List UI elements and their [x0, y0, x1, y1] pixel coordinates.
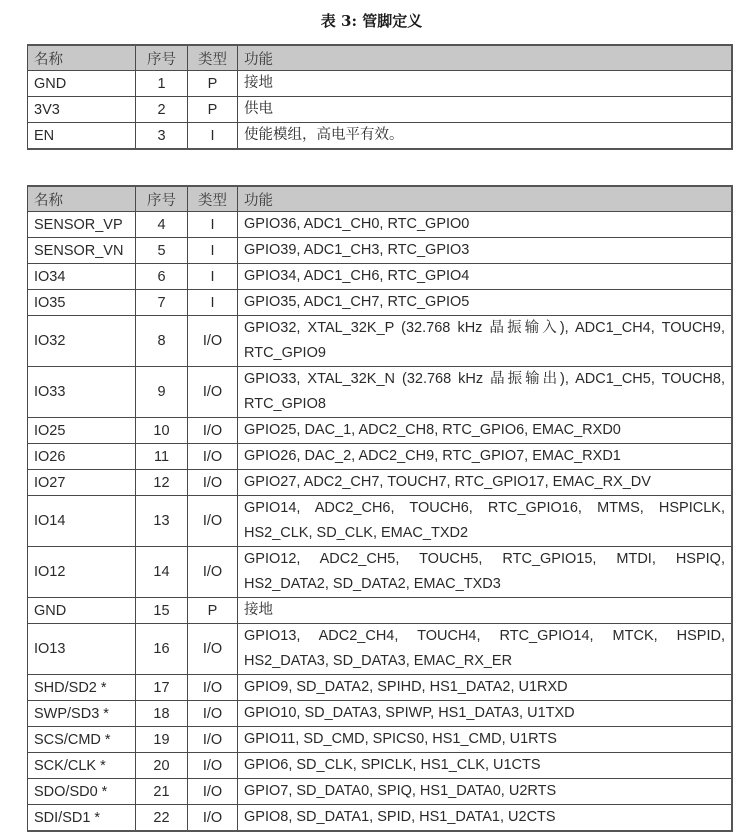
pin-type-cell: I/O	[188, 496, 238, 547]
pin-name-cell: SDO/SD0 *	[28, 779, 136, 805]
pin-number-cell: 17	[136, 675, 188, 701]
table-row	[28, 212, 733, 238]
pin-type-cell: P	[188, 97, 238, 123]
pin-number-cell: 4	[136, 212, 188, 238]
pin-number-cell: 5	[136, 238, 188, 264]
pin-name-cell: IO14	[28, 496, 136, 547]
table-row	[28, 367, 733, 418]
table-row	[28, 71, 733, 97]
table-caption: 表 3: 管脚定义	[320, 12, 423, 30]
table-row	[28, 264, 733, 290]
pin-number-cell: 18	[136, 701, 188, 727]
pin-type-cell: I/O	[188, 624, 238, 675]
pin-number-cell: 21	[136, 779, 188, 805]
pin-function-cell: GPIO8, SD_DATA1, SPID, HS1_DATA1, U2CTS	[238, 805, 733, 832]
pin-number-cell: 14	[136, 547, 188, 598]
pin-name-cell: IO25	[28, 418, 136, 444]
table-row	[28, 444, 733, 470]
pin-name-cell: SCS/CMD *	[28, 727, 136, 753]
table-row	[28, 727, 733, 753]
pin-number-cell: 8	[136, 316, 188, 367]
pin-function-cell: GPIO35, ADC1_CH7, RTC_GPIO5	[238, 290, 733, 316]
pin-function-cell: GPIO14, ADC2_CH6, TOUCH6, RTC_GPIO16, MTMS, HSPICLK, HS2_CLK, SD_CLK, EMAC_TXD2	[238, 496, 733, 547]
pin-function-cell: GPIO6, SD_CLK, SPICLK, HS1_CLK, U1CTS	[238, 753, 733, 779]
pin-function-cell: GPIO12, ADC2_CH5, TOUCH5, RTC_GPIO15, MTDI, HSPIQ, HS2_DATA2, SD_DATA2, EMAC_TXD3	[238, 547, 733, 598]
pin-number-cell: 11	[136, 444, 188, 470]
pin-type-cell: P	[188, 71, 238, 97]
pin-function-cell: 接地	[238, 71, 733, 97]
pin-type-cell: I/O	[188, 779, 238, 805]
pin-function-cell: 使能模组，高电平有效。	[238, 123, 733, 150]
pin-function-cell: GPIO32, XTAL_32K_P (32.768 kHz 晶振输入), ADC1_CH4, TOUCH9, RTC_GPIO9	[238, 316, 733, 367]
pin-number-cell: 10	[136, 418, 188, 444]
pin-function-cell: GPIO13, ADC2_CH4, TOUCH4, RTC_GPIO14, MTCK, HSPID, HS2_DATA3, SD_DATA3, EMAC_RX_ER	[238, 624, 733, 675]
pin-function-cell: GPIO27, ADC2_CH7, TOUCH7, RTC_GPIO17, EMAC_RX_DV	[238, 470, 733, 496]
pin-number-cell: 1	[136, 71, 188, 97]
pin-function-cell: GPIO34, ADC1_CH6, RTC_GPIO4	[238, 264, 733, 290]
table-header-row	[28, 45, 733, 71]
table-row	[28, 753, 733, 779]
pin-name-cell: SENSOR_VN	[28, 238, 136, 264]
table-row	[28, 496, 733, 547]
table-row	[28, 238, 733, 264]
pin-name-cell: EN	[28, 123, 136, 150]
pin-type-cell: I	[188, 238, 238, 264]
pin-name-cell: IO34	[28, 264, 136, 290]
pin-type-cell: I	[188, 264, 238, 290]
table-row	[28, 805, 733, 832]
table-row	[28, 316, 733, 367]
pin-type-cell: I/O	[188, 367, 238, 418]
pin-table-gpio	[27, 185, 733, 832]
pin-number-cell: 22	[136, 805, 188, 832]
pin-number-cell: 3	[136, 123, 188, 150]
pin-number-cell: 20	[136, 753, 188, 779]
pin-name-cell: IO12	[28, 547, 136, 598]
pin-table-power	[27, 44, 733, 150]
pin-number-cell: 13	[136, 496, 188, 547]
pin-type-cell: I/O	[188, 675, 238, 701]
table-row	[28, 779, 733, 805]
header-number: 序号	[136, 186, 188, 212]
table-row	[28, 675, 733, 701]
header-name: 名称	[28, 45, 136, 71]
pin-function-cell: GPIO39, ADC1_CH3, RTC_GPIO3	[238, 238, 733, 264]
pin-name-cell: IO13	[28, 624, 136, 675]
header-number: 序号	[136, 45, 188, 71]
pin-name-cell: IO33	[28, 367, 136, 418]
pin-function-cell: 接地	[238, 598, 733, 624]
pin-number-cell: 2	[136, 97, 188, 123]
pin-type-cell: I/O	[188, 547, 238, 598]
pin-name-cell: IO27	[28, 470, 136, 496]
pin-type-cell: I	[188, 290, 238, 316]
pin-number-cell: 16	[136, 624, 188, 675]
header-type: 类型	[188, 45, 238, 71]
table-row	[28, 470, 733, 496]
pin-name-cell: GND	[28, 598, 136, 624]
pin-function-cell: 供电	[238, 97, 733, 123]
table-row	[28, 701, 733, 727]
pin-function-cell: GPIO36, ADC1_CH0, RTC_GPIO0	[238, 212, 733, 238]
pin-name-cell: 3V3	[28, 97, 136, 123]
pin-function-cell: GPIO25, DAC_1, ADC2_CH8, RTC_GPIO6, EMAC_RXD0	[238, 418, 733, 444]
pin-name-cell: GND	[28, 71, 136, 97]
pin-type-cell: I/O	[188, 444, 238, 470]
pin-name-cell: SDI/SD1 *	[28, 805, 136, 832]
pin-name-cell: SWP/SD3 *	[28, 701, 136, 727]
header-function: 功能	[238, 186, 733, 212]
pin-type-cell: I/O	[188, 805, 238, 832]
pin-name-cell: SHD/SD2 *	[28, 675, 136, 701]
table-row	[28, 624, 733, 675]
table-header-row	[28, 186, 733, 212]
pin-type-cell: I/O	[188, 418, 238, 444]
pin-number-cell: 9	[136, 367, 188, 418]
pin-type-cell: I	[188, 212, 238, 238]
header-type: 类型	[188, 186, 238, 212]
pin-type-cell: I	[188, 123, 238, 150]
pin-number-cell: 19	[136, 727, 188, 753]
table-row	[28, 97, 733, 123]
pin-number-cell: 15	[136, 598, 188, 624]
pin-name-cell: IO35	[28, 290, 136, 316]
pin-type-cell: I/O	[188, 727, 238, 753]
table-row	[28, 290, 733, 316]
table-row	[28, 547, 733, 598]
pin-function-cell: GPIO11, SD_CMD, SPICS0, HS1_CMD, U1RTS	[238, 727, 733, 753]
pin-function-cell: GPIO26, DAC_2, ADC2_CH9, RTC_GPIO7, EMAC_RXD1	[238, 444, 733, 470]
pin-name-cell: SCK/CLK *	[28, 753, 136, 779]
pin-number-cell: 6	[136, 264, 188, 290]
pin-function-cell: GPIO33, XTAL_32K_N (32.768 kHz 晶振输出), ADC1_CH5, TOUCH8, RTC_GPIO8	[238, 367, 733, 418]
pin-number-cell: 7	[136, 290, 188, 316]
header-name: 名称	[28, 186, 136, 212]
pin-function-cell: GPIO9, SD_DATA2, SPIHD, HS1_DATA2, U1RXD	[238, 675, 733, 701]
pin-number-cell: 12	[136, 470, 188, 496]
pin-function-cell: GPIO7, SD_DATA0, SPIQ, HS1_DATA0, U2RTS	[238, 779, 733, 805]
header-function: 功能	[238, 45, 733, 71]
table-row	[28, 123, 733, 150]
pin-type-cell: I/O	[188, 701, 238, 727]
table-row	[28, 418, 733, 444]
pin-name-cell: SENSOR_VP	[28, 212, 136, 238]
table-row	[28, 598, 733, 624]
pin-type-cell: P	[188, 598, 238, 624]
pin-type-cell: I/O	[188, 470, 238, 496]
pin-name-cell: IO32	[28, 316, 136, 367]
pin-name-cell: IO26	[28, 444, 136, 470]
pin-type-cell: I/O	[188, 753, 238, 779]
pin-function-cell: GPIO10, SD_DATA3, SPIWP, HS1_DATA3, U1TXD	[238, 701, 733, 727]
pin-type-cell: I/O	[188, 316, 238, 367]
